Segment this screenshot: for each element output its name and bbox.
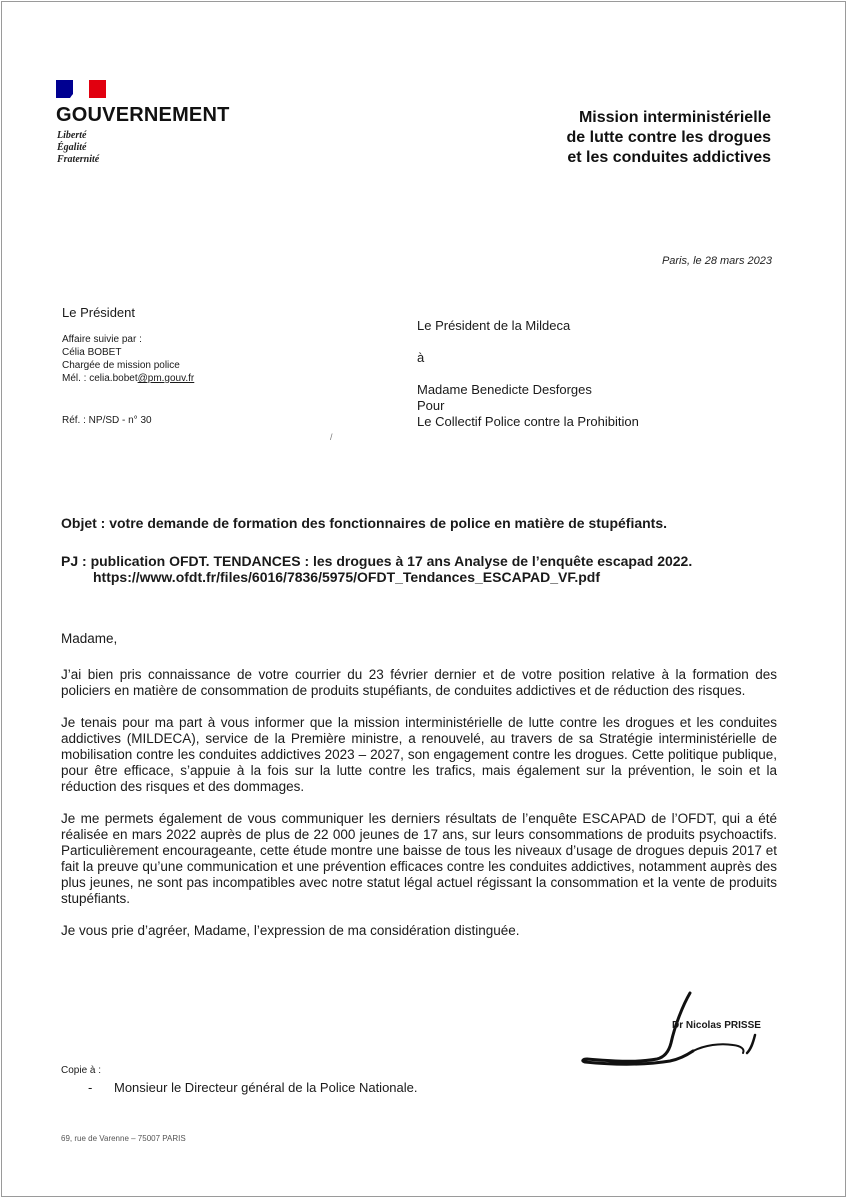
mission-line: de lutte contre les drogues xyxy=(566,129,771,146)
closing-paragraph: Je vous prie d’agréer, Madame, l’expression de ma considération distinguée. xyxy=(61,923,520,938)
recipient-from: Le Président de la Mildeca xyxy=(417,318,571,333)
reference-number: Réf. : NP/SD - n° 30 xyxy=(62,415,152,426)
attachment-url-link[interactable]: https://www.ofdt.fr/files/6016/7836/5975/OFDT_Tendances_ESCAPAD_VF.pdf xyxy=(93,569,600,585)
letter-subject: Objet : votre demande de formation des fonctionnaires de police en matière de stupéfiants. xyxy=(61,515,668,531)
copy-label: Copie à : xyxy=(61,1065,102,1076)
letter-date: Paris, le 28 mars 2023 xyxy=(661,255,772,267)
attachment-title: PJ : publication OFDT. TENDANCES : les drogues à 17 ans Analyse de l’enquête escapad 2022. xyxy=(61,553,693,569)
contact-block xyxy=(62,333,194,385)
contact-name: Célia BOBET xyxy=(62,347,122,358)
body-paragraph: Je me permets également de vous communiquer les derniers résultats de l’enquête ESCAPAD de l’OFDT, qui a été réalisée en mars 2022 auprès de plus de 22 000 jeunes de 17 ans, sur leurs consommations de produits psychoactifs. Particulièrement encourageante, cette étude montre une baisse de tous les niveaux d’usage de drogues depuis 2017 et fait la preuve qu’une communication et une prévention efficaces contre les conduites addictives, notamment auprès des plus jeunes, ne sont pas incompatibles avec notre statut légal actuel régissant la consommation et la vente de produits stupéfiants. xyxy=(61,811,777,906)
stray-mark: / xyxy=(330,432,333,442)
motto-liberte: Liberté xyxy=(57,130,87,141)
motto-fraternite: Fraternité xyxy=(57,154,100,165)
motto-egalite: Égalité xyxy=(57,142,87,153)
mission-line: Mission interministérielle xyxy=(578,109,771,126)
footer-address: 69, rue de Varenne – 75007 PARIS xyxy=(61,1134,186,1143)
gov-title: GOUVERNEMENT xyxy=(56,104,230,126)
recipient-org: Le Collectif Police contre la Prohibition xyxy=(417,414,639,429)
body-paragraph: J’ai bien pris connaissance de votre courrier du 23 février dernier et de votre position relative à la formation des policiers en matière de consommation de produits stupéfiants, de conduites addictives et de réduction des risques. xyxy=(61,667,777,698)
copy-recipient-name: Monsieur le Directeur général de la Police Nationale. xyxy=(114,1080,418,1095)
recipient-a: à xyxy=(417,350,425,365)
affaire-label: Affaire suivie par : xyxy=(62,334,142,345)
body-paragraph: Je tenais pour ma part à vous informer que la mission interministérielle de lutte contre les drogues et les conduites addictives (MILDECA), service de la Première ministre, a renouvelé, au travers de sa Stratégie interministérielle de mobilisation contre les conduites addictives 2023 – 2027, son engagement contre les drogues. Cette politique publique, pour être efficace, s’appuie à la fois sur la lutte contre les trafics, mais également sur la prévention, le soin et la réduction des risques et des dommages. xyxy=(61,715,777,794)
republic-motto xyxy=(57,130,99,166)
mission-line: et les conduites addictives xyxy=(567,149,771,166)
recipient-block xyxy=(417,318,639,430)
mission-title xyxy=(567,108,771,168)
marianne-flag-logo xyxy=(56,80,106,98)
contact-email xyxy=(62,372,194,385)
copy-dash: - xyxy=(88,1080,93,1095)
sender-title: Le Président xyxy=(62,305,135,320)
copy-recipient xyxy=(88,1080,418,1095)
email-domain-link[interactable]: @pm.gouv.fr xyxy=(137,373,195,384)
recipient-pour: Pour xyxy=(417,398,445,413)
signer-name: Dr Nicolas PRISSE xyxy=(672,1020,761,1031)
salutation: Madame, xyxy=(61,631,118,646)
recipient-name: Madame Benedicte Desforges xyxy=(417,382,592,397)
contact-role: Chargée de mission police xyxy=(62,360,180,371)
email-prefix: Mél. : celia.bobet xyxy=(62,373,138,384)
letter-body xyxy=(61,631,777,955)
attachment-block xyxy=(61,553,692,585)
